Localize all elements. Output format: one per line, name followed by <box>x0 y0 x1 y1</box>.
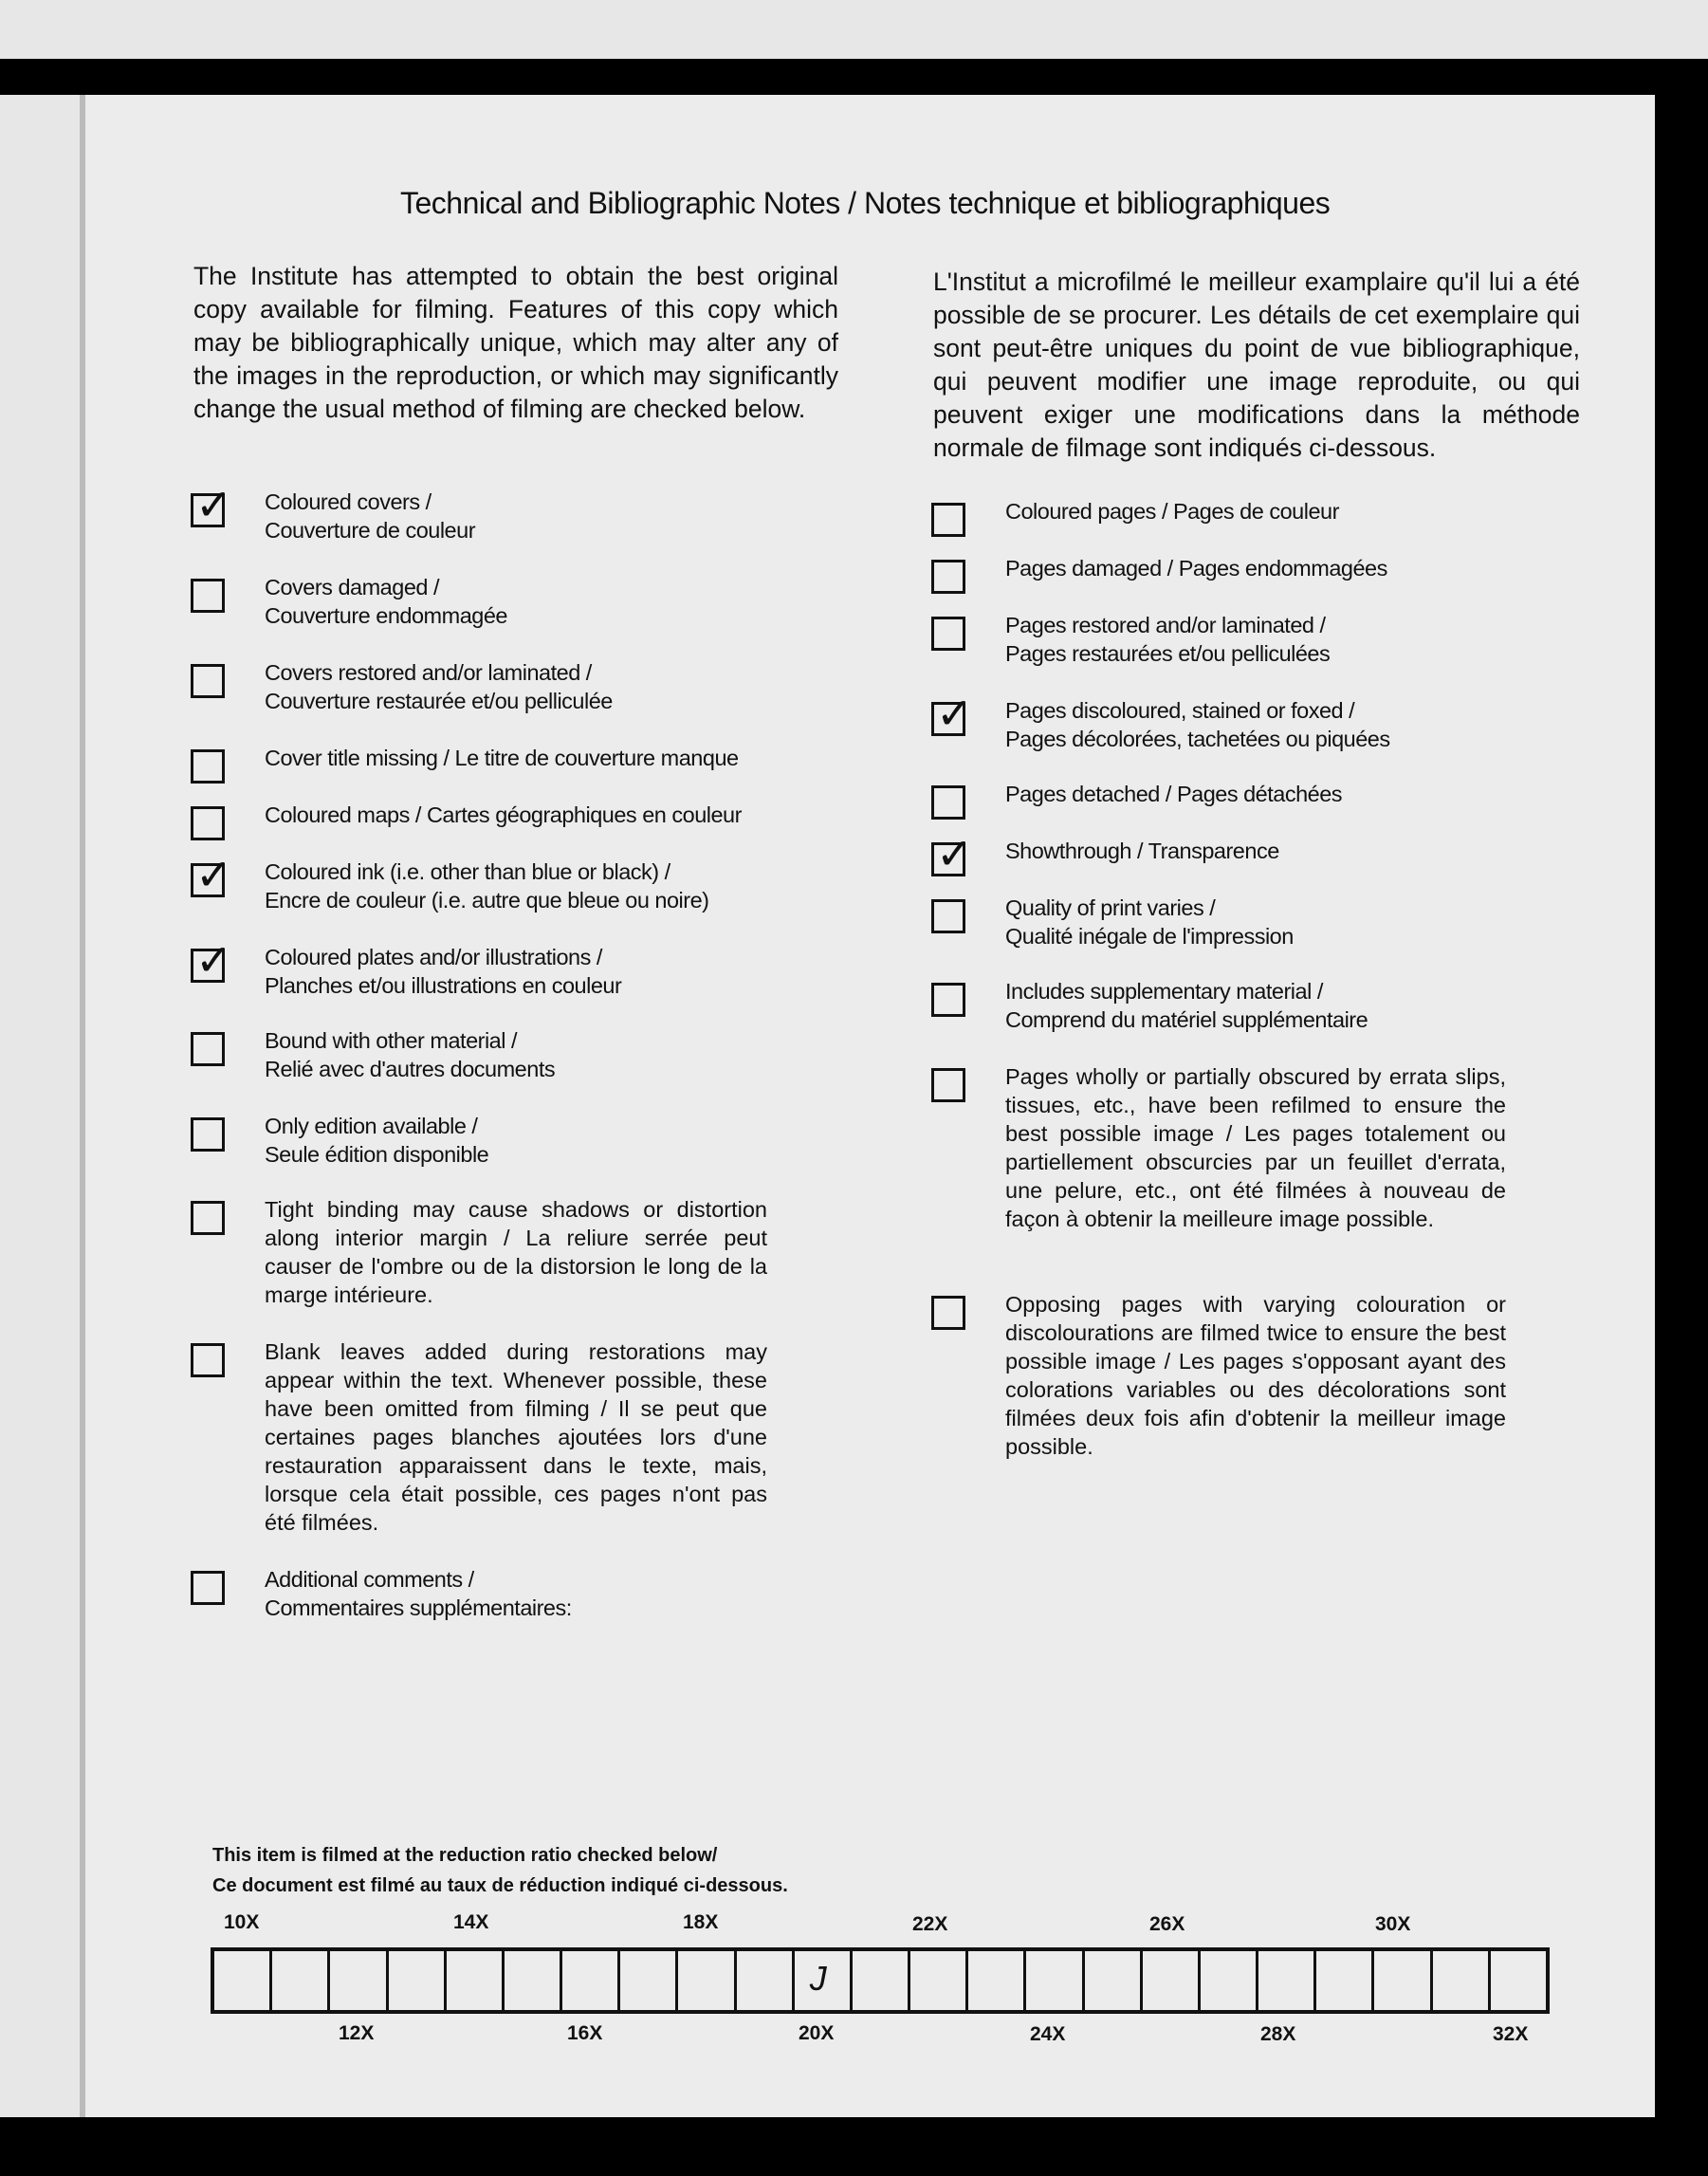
ratio-strip <box>211 1947 1550 2014</box>
ratio-cell[interactable] <box>737 1951 795 2010</box>
ratio-label-22x: 22X <box>912 1913 948 1935</box>
option-covers-damaged: Covers damaged / Couverture endommagée <box>265 575 507 628</box>
ratio-cell[interactable] <box>1026 1951 1084 2010</box>
checkbox-covers-restored[interactable] <box>191 664 225 698</box>
checkbox-coloured-ink[interactable] <box>191 849 232 900</box>
page-title: Technical and Bibliographic Notes / Notes technique et bibliographiques <box>400 186 1331 220</box>
checkbox-blank-leaves[interactable] <box>191 1343 225 1377</box>
intro-french: L'Institut a microfilmé le meilleur examplaire qu'il lui a été possible de se procurer. Les détails de cet exemplaire qui sont peut-être uniques du point de vue bibliographique, qui peuvent modifier une image reproduite, ou qui peuvent exiger une modifications dans la méthode normale de filmage sont indiqués ci-dessous. <box>933 267 1580 462</box>
ratio-cell[interactable] <box>1143 1951 1201 2010</box>
intro-english: The Institute has attempted to obtain the best original copy available for filming. Features of this copy which may be bibliographically unique, which may alter any of the images in the reproduction, or which may significantly change the usual method of filming are checked below. <box>193 262 838 423</box>
top-film-border <box>0 59 1708 95</box>
ratio-label-10x: 10X <box>224 1911 260 1933</box>
check-mark-icon: ✓ <box>936 828 973 879</box>
checkbox-print-quality[interactable] <box>931 899 965 933</box>
checkbox-opposing-pages[interactable] <box>931 1296 965 1330</box>
checkbox-coloured-maps[interactable] <box>191 806 225 840</box>
option-coloured-ink: Coloured ink (i.e. other than blue or black) / Encre de couleur (i.e. autre que bleue ou noire) <box>265 859 709 913</box>
ratio-label-14x: 14X <box>453 1911 489 1933</box>
ratio-cell[interactable] <box>214 1951 272 2010</box>
option-showthrough: Showthrough / Transparence <box>1005 839 1279 863</box>
right-film-border <box>1655 59 1708 2176</box>
ratio-label-32x: 32X <box>1493 2023 1529 2045</box>
ratio-label-24x: 24X <box>1030 2023 1066 2045</box>
option-pages-restored: Pages restored and/or laminated / Pages restaurées et/ou pelliculées <box>1005 613 1331 666</box>
ratio-label-12x: 12X <box>339 2022 375 2044</box>
checkbox-pages-discoloured[interactable] <box>931 688 973 739</box>
ratio-label-26x: 26X <box>1149 1913 1185 1935</box>
ratio-cell[interactable] <box>447 1951 505 2010</box>
checkbox-additional-comments[interactable] <box>191 1571 225 1605</box>
option-opposing-pages: Opposing pages with varying colouration or discolourations are filmed twice to ensure the best possible image / Les pages s'opposant ayant des colorations variables ou des décolorations sont filmées deux fois afin d'obtenir la meilleur image possible. <box>1005 1292 1506 1459</box>
ratio-caption <box>212 1840 788 1901</box>
ratio-cell[interactable] <box>1433 1951 1491 2010</box>
checkbox-supplementary-material[interactable] <box>931 983 965 1017</box>
ratio-cell[interactable] <box>1258 1951 1316 2010</box>
check-mark-icon: ✓ <box>195 849 232 900</box>
option-pages-obscured: Pages wholly or partially obscured by errata slips, tissues, etc., have been refilmed to ensure the best possible image / Les pages totalement ou partiellement obscurcies par un feuillet d'errata, une pelure, etc., ont été filmées à nouveau de façon à obtenir la meilleure image possible. <box>1005 1064 1506 1231</box>
ratio-cell[interactable] <box>330 1951 388 2010</box>
option-bound-with: Bound with other material / Relié avec d'autres documents <box>265 1028 556 1081</box>
checkbox-pages-detached[interactable] <box>931 785 965 820</box>
check-mark-icon: ✓ <box>195 479 232 530</box>
option-pages-detached: Pages detached / Pages détachées <box>1005 782 1343 806</box>
ratio-cell[interactable] <box>795 1951 853 2010</box>
checkbox-tight-binding[interactable] <box>191 1201 225 1235</box>
ratio-label-28x: 28X <box>1260 2023 1296 2045</box>
checkbox-coloured-covers[interactable] <box>191 479 232 530</box>
option-blank-leaves: Blank leaves added during restorations may appear within the text. Whenever possible, these have been omitted from filming / Il se peut que certaines pages blanches ajoutées lors d'une restauration apparaissent dans le texte, mais, lorsque cela était possible, ces pages n'ont pas été filmées. <box>265 1339 767 1535</box>
checkbox-covers-damaged[interactable] <box>191 579 225 613</box>
ratio-cell[interactable] <box>910 1951 968 2010</box>
bottom-film-border <box>0 2117 1708 2176</box>
ratio-cell[interactable] <box>620 1951 678 2010</box>
option-coloured-maps: Coloured maps / Cartes géographiques en couleur <box>265 802 742 827</box>
checkbox-pages-damaged[interactable] <box>931 560 965 594</box>
checkbox-coloured-pages[interactable] <box>931 503 965 537</box>
ratio-cell[interactable] <box>678 1951 736 2010</box>
option-coloured-covers: Coloured covers / Couverture de couleur <box>265 489 476 543</box>
ratio-cell[interactable] <box>1491 1951 1546 2010</box>
checkbox-pages-obscured[interactable] <box>931 1068 965 1102</box>
check-mark-icon: ✓ <box>195 934 232 986</box>
ratio-cell[interactable] <box>853 1951 910 2010</box>
ratio-label-20x: 20X <box>799 2022 835 2044</box>
ratio-cell[interactable] <box>562 1951 620 2010</box>
ratio-label-30x: 30X <box>1375 1913 1411 1935</box>
ratio-cell[interactable] <box>968 1951 1026 2010</box>
checkbox-showthrough[interactable] <box>931 828 973 879</box>
ratio-label-18x: 18X <box>683 1911 719 1933</box>
checkbox-cover-title-missing[interactable] <box>191 749 225 784</box>
option-print-quality: Quality of print varies / Qualité inégale de l'impression <box>1005 895 1294 949</box>
ratio-caption-fr: Ce document est filmé au taux de réduction indiqué ci-dessous. <box>212 1875 788 1896</box>
checkbox-coloured-plates[interactable] <box>191 934 232 986</box>
ratio-cell[interactable] <box>1374 1951 1432 2010</box>
ratio-check-mark: J <box>809 1959 827 1998</box>
option-covers-restored: Covers restored and/or laminated / Couverture restaurée et/ou pelliculée <box>265 660 613 713</box>
option-only-edition: Only edition available / Seule édition disponible <box>265 1114 489 1167</box>
option-supplementary-material: Includes supplementary material / Comprend du matériel supplémentaire <box>1005 979 1368 1032</box>
ratio-cell[interactable] <box>505 1951 562 2010</box>
option-pages-discoloured: Pages discoloured, stained or foxed / Pages décolorées, tachetées ou piquées <box>1005 698 1390 751</box>
ratio-cell[interactable] <box>1201 1951 1258 2010</box>
checkbox-bound-with[interactable] <box>191 1032 225 1066</box>
checkbox-pages-restored[interactable] <box>931 617 965 651</box>
ratio-cell[interactable] <box>1316 1951 1374 2010</box>
check-mark-icon: ✓ <box>936 688 973 739</box>
checkbox-only-edition[interactable] <box>191 1117 225 1152</box>
ratio-cell[interactable] <box>389 1951 447 2010</box>
ratio-label-16x: 16X <box>567 2022 603 2044</box>
ratio-cell[interactable] <box>272 1951 330 2010</box>
option-coloured-pages: Coloured pages / Pages de couleur <box>1005 499 1339 524</box>
option-additional-comments: Additional comments / Commentaires supplémentaires: <box>265 1567 572 1620</box>
page-left-edge <box>80 95 85 2117</box>
ratio-cell[interactable] <box>1085 1951 1143 2010</box>
option-cover-title-missing: Cover title missing / Le titre de couverture manque <box>265 746 739 770</box>
option-tight-binding: Tight binding may cause shadows or distortion along interior margin / La reliure serrée peut causer de l'ombre ou de la distorsion le long de la marge intérieure. <box>265 1197 767 1307</box>
option-coloured-plates: Coloured plates and/or illustrations / Planches et/ou illustrations en couleur <box>265 945 622 998</box>
option-pages-damaged: Pages damaged / Pages endommagées <box>1005 556 1387 581</box>
ratio-caption-en: This item is filmed at the reduction ratio checked below/ <box>212 1845 718 1866</box>
